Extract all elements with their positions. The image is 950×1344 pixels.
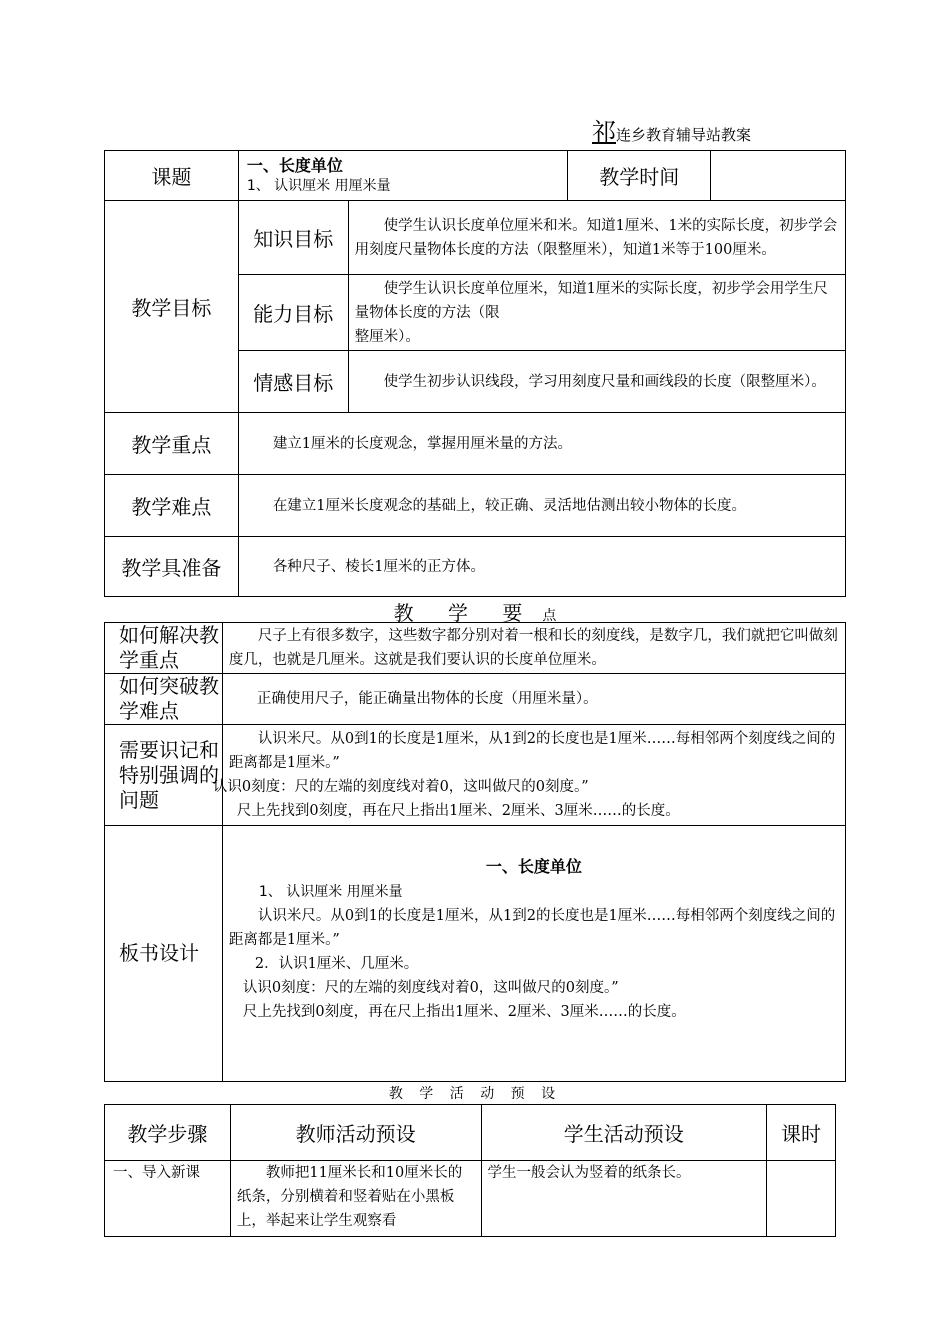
points-heading-small: 点 [542,608,557,624]
break-label: 如何突破教学难点 [105,674,223,725]
step-cell: 一、导入新课 [105,1161,231,1237]
goal-ability-text: 使学生认识长度单位厘米，知道1厘米的实际长度，初步学会用学生尺量物体长度的方法（限 整厘米）。 [348,275,845,351]
col-step-header: 教学步骤 [105,1105,231,1161]
header-big-char: 祁 [592,118,616,146]
lesson-info-table [104,150,846,597]
header-text: 连乡教育辅导站教案 [616,126,752,144]
key-text: 建立1厘米的长度观念，掌握用厘米量的方法。 [238,413,845,475]
teaching-points-table [104,622,846,1082]
goal-emotion-label: 情感目标 [238,351,348,413]
time-value [711,151,846,201]
table-row [105,1161,836,1237]
board-text: 一、长度单位 1、 认识厘米 用厘米量 认识米尺。从0到1的长度是1厘米，从1到2的长度也是1厘米……每相邻两个刻度线之间的距离都是1厘米。” 2．认识1厘米、几厘米。 认识0刻度：尺的左端的刻度线对着0，这叫做尺的0刻度。” 尺上先找到0刻度，再在尺上指出1厘米、2厘米、3厘米……的长度。 [222,826,845,1082]
difficulty-label: 教学难点 [105,475,239,537]
tools-text: 各种尺子、棱长1厘米的正方体。 [238,537,845,597]
col-student-header: 学生活动预设 [481,1105,767,1161]
solve-text: 尺子上有很多数字，这些数字都分别对着一根和长的刻度线，是数字几，我们就把它叫做刻度几，也就是几厘米。这就是我们要认识的长度单位厘米。 [222,623,845,674]
tools-label: 教学具准备 [105,537,239,597]
goal-emotion-text: 使学生初步认识线段，学习用刻度尺量和画线段的长度（限整厘米）。 [348,351,845,413]
difficulty-text: 在建立1厘米长度观念的基础上，较正确、灵活地估测出较小物体的长度。 [238,475,845,537]
time-label: 教学时间 [568,151,711,201]
board-title: 一、长度单位 [485,857,582,876]
activity-table [104,1104,836,1237]
activity-heading: 教 学 活 动 预 设 [388,1086,562,1102]
break-text: 正确使用尺子，能正确量出物体的长度（用厘米量）。 [222,674,845,725]
goals-label: 教学目标 [105,201,239,413]
note-text: 认识米尺。从0到1的长度是1厘米，从1到2的长度也是1厘米……每相邻两个刻度线之间的距离都是1厘米。” 认识0刻度：尺的左端的刻度线对着0，这叫做尺的0刻度。” 尺上先找到0刻度，再在尺上指出1厘米、2厘米、3厘米……的长度。 [222,725,845,826]
topic-subtitle: 1、 认识厘米 用厘米量 [246,177,391,194]
topic-label: 课题 [105,151,239,201]
board-label: 板书设计 [105,826,223,1082]
topic-title: 一、长度单位 [246,155,343,175]
solve-label: 如何解决教学重点 [105,623,223,674]
teacher-cell: 教师把11厘米长和10厘米长的纸条，分别横着和竖着贴在小黑板上，举起来让学生观察看 [230,1161,481,1237]
goal-ability-label: 能力目标 [238,275,348,351]
topic-cell [238,151,568,201]
school-header [592,112,751,147]
key-label: 教学重点 [105,413,239,475]
hours-cell [767,1161,836,1237]
note-label: 需要识记和特别强调的问题 [105,725,223,826]
col-hours-header: 课时 [767,1105,836,1161]
col-teacher-header: 教师活动预设 [230,1105,481,1161]
points-heading-big: 教 学 要 [393,601,537,625]
goal-knowledge-text: 使学生认识长度单位厘米和米。知道1厘米、1米的实际长度，初步学会用刻度尺量物体长度的方法（限整厘米），知道1米等于100厘米。 [348,201,845,275]
goal-knowledge-label: 知识目标 [238,201,348,275]
student-cell: 学生一般会认为竖着的纸条长。 [481,1161,767,1237]
